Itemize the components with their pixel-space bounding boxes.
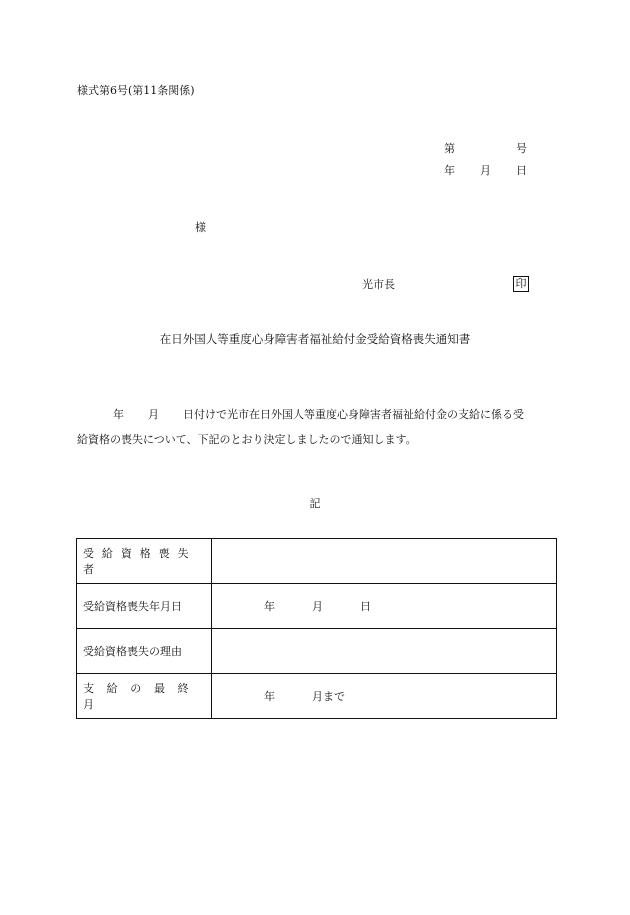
body-line1-rest: 日付けで光市在日外国人等重度心身障害者福祉給付金の支給に係る受 [183, 408, 524, 421]
last-month-until: 月まで [312, 690, 345, 703]
row-value-lost-reason [212, 629, 557, 674]
body-year: 年 [113, 408, 124, 421]
lost-date-day: 日 [360, 600, 371, 613]
row-label-last-month: 支給の最終月 [77, 674, 212, 719]
notice-body-line-2: 給資格の喪失について、下記のとおり決定しましたので通知します。 [77, 433, 417, 446]
doc-number-dai: 第 [444, 142, 455, 155]
issuer-name: 光市長 [362, 278, 395, 291]
lost-date-month: 月 [312, 600, 323, 613]
ki-heading: 記 [309, 497, 321, 510]
table-row [77, 539, 557, 584]
row-value-lost-person [212, 539, 557, 584]
notice-body-line-1 [77, 402, 557, 427]
lost-date-year: 年 [264, 600, 275, 613]
notice-body [77, 402, 557, 452]
issue-date-day: 日 [516, 164, 527, 177]
body-month: 月 [148, 408, 159, 421]
issue-date-year: 年 [444, 164, 455, 177]
row-label-lost-person: 受給資格喪失者 [77, 539, 212, 584]
table-row [77, 629, 557, 674]
row-value-last-month [212, 674, 557, 719]
recipient-honorific: 様 [195, 221, 206, 234]
row-label-lost-reason: 受給資格喪失の理由 [77, 629, 212, 674]
table-row [77, 584, 557, 629]
document-title: 在日外国人等重度心身障害者福祉給付金受給資格喪失通知書 [159, 332, 471, 346]
table-row [77, 674, 557, 719]
row-label-lost-date: 受給資格喪失年月日 [77, 584, 212, 629]
form-number-label: 様式第6号(第11条関係) [77, 84, 195, 97]
record-table [76, 538, 557, 719]
last-month-year: 年 [264, 690, 275, 703]
row-value-lost-date [212, 584, 557, 629]
issue-date-month: 月 [480, 164, 491, 177]
doc-number-go: 号 [516, 142, 527, 155]
seal-mark: 印 [513, 276, 529, 292]
